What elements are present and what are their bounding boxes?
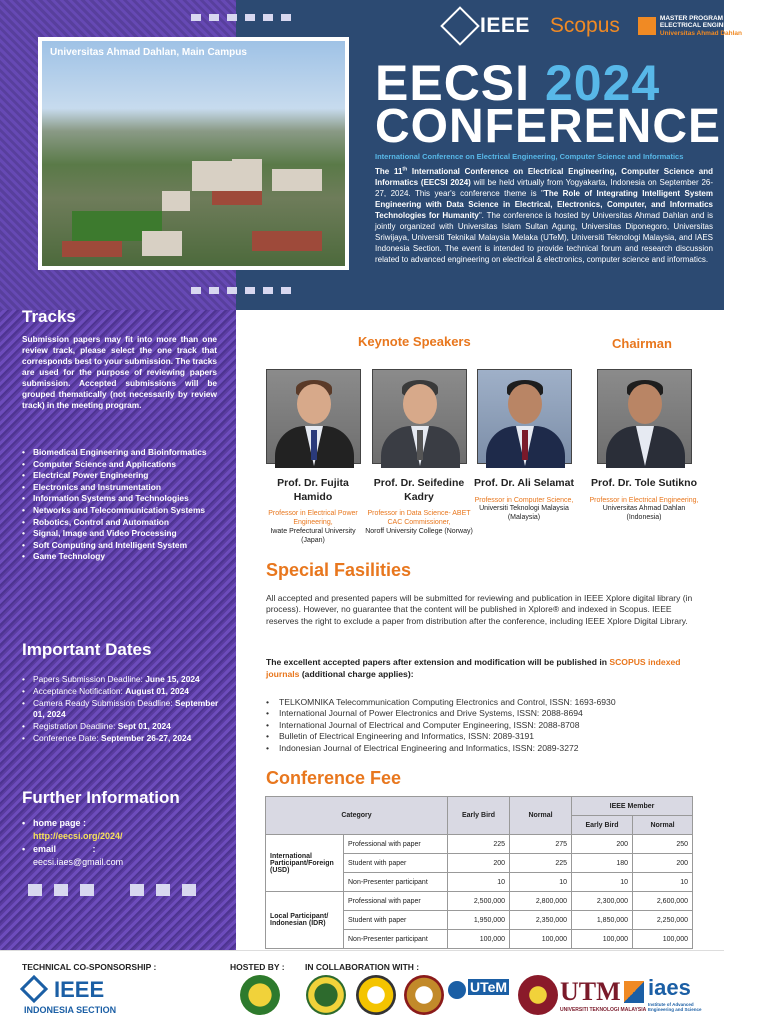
journal-item: • Indonesian Journal of Electrical Engineering and Informatics, ISSN: 2089-3272 xyxy=(266,743,716,754)
journal-item: • International Journal of Power Electronics and Drive Systems, ISSN: 2088-8694 xyxy=(266,708,716,719)
track-item: • Robotics, Control and Automation xyxy=(22,517,222,528)
header-banner xyxy=(0,0,749,310)
date-item: • Registration Deadline: Sept 01, 2024 xyxy=(22,721,232,732)
iaes-logo: iaes Institute of Advanced Engineering and Science xyxy=(624,977,714,1017)
tracks-heading: Tracks xyxy=(22,307,76,326)
decor-squares xyxy=(245,287,291,294)
iaes-mark-icon xyxy=(624,981,644,1003)
fee-table xyxy=(265,796,693,949)
speaker-card xyxy=(364,477,474,537)
keynote-heading: Keynote Speakers xyxy=(358,334,471,349)
hosted-label: HOSTED BY : xyxy=(230,962,285,972)
journal-item: • International Journal of Electrical and Computer Engineering, ISSN: 2088-8708 xyxy=(266,720,716,731)
ieee-logo: IEEE xyxy=(446,12,530,40)
speaker-photo xyxy=(372,369,467,464)
decor-squares xyxy=(130,884,196,896)
email-item: • email : eecsi.iaes@gmail.com xyxy=(22,843,232,869)
cosponsor-label: TECHNICAL CO-SPONSORSHIP : xyxy=(22,962,157,972)
track-item: • Game Technology xyxy=(22,551,222,562)
conference-subtitle: International Conference on Electrical Engineering, Computer Science and Informatics xyxy=(375,152,684,161)
decor-squares xyxy=(28,884,94,896)
chairman-card xyxy=(589,477,699,523)
table-row: International Participant/Foreign (USD) Professional with paper 225 275 200 250 xyxy=(266,835,693,854)
speaker-photo xyxy=(477,369,572,464)
speaker-card xyxy=(469,477,579,523)
collab-label: IN COLLABORATION WITH : xyxy=(305,962,420,972)
left-sidebar xyxy=(0,307,236,950)
facilities-heading: Special Fasilities xyxy=(266,560,412,580)
header-logos xyxy=(446,12,760,40)
facilities-text: All accepted and presented papers will be submitted for reviewing and publication in IEEE Xplore digital library (in process). However, no guarantee that the content will be published in Xplore® and indexed in Scopus. IEEE reserves the right to exclude a paper from distribution after the conference, including IEEE Xplore Digital Library. xyxy=(266,593,693,626)
speaker-role: Professor in Electrical Power Engineering, xyxy=(268,510,358,527)
unissula-seal-icon xyxy=(306,975,346,1015)
speaker-name: Prof. Dr. Ali Selamat xyxy=(474,477,574,489)
speaker-role: Professor in Computer Science, xyxy=(474,496,574,504)
tracks-intro: Submission papers may fit into more than one review track, please select the one track that corresponds best to your submission. The tracks are used for the purpose of reviewing papers submission. Accepted submissions will be grouped thematically (not necessarily by review track) in the meeting program. xyxy=(22,334,217,410)
conference-year: 2024 xyxy=(544,55,661,111)
chairman-photo xyxy=(597,369,692,464)
utem-logo: UTeM xyxy=(448,977,510,1011)
ieee-diamond-icon xyxy=(440,6,480,46)
scopus-logo: Scopus xyxy=(549,14,620,37)
uad-logo-icon xyxy=(638,17,656,35)
info-list xyxy=(22,817,232,869)
col-category: Category xyxy=(266,797,448,835)
track-list xyxy=(22,447,222,563)
track-item: • Soft Computing and Intelligent System xyxy=(22,540,222,551)
speaker-org: Universitas Ahmad Dahlan (Indonesia) xyxy=(602,505,686,522)
col-early-bird: Early Bird xyxy=(448,797,510,835)
col-member-normal: Normal xyxy=(633,816,693,835)
speaker-org: Iwate Prefectural University (Japan) xyxy=(270,527,356,544)
journal-item: • Bulletin of Electrical Engineering and Informatics, ISSN: 2089-3191 xyxy=(266,731,716,742)
speaker-name: Prof. Dr. Tole Sutikno xyxy=(591,477,697,489)
col-normal: Normal xyxy=(510,797,572,835)
date-item: • Camera Ready Submission Deadline: September 01, 2024 xyxy=(22,698,232,720)
master-program-logo: MASTER PROGRAM OF ELECTRICAL ENGINEERING Universitas Ahmad Dahlan xyxy=(638,15,760,36)
speaker-role: Professor in Data Science- ABET CAC Commissioner, xyxy=(367,510,471,527)
facilities-journals-note: The excellent accepted papers after extension and modification will be published in SCOPUS indexed journals (additional charge applies): xyxy=(266,657,681,679)
table-row: Student with paper 200 225 180 200 xyxy=(266,854,693,873)
table-row: Non-Presenter participant 100,000 100,000 100,000 100,000 xyxy=(266,930,693,949)
ieee-diamond-icon xyxy=(20,975,48,1003)
speaker-role: Professor in Electrical Engineering, xyxy=(589,496,699,504)
dates-list xyxy=(22,674,232,745)
decor-squares xyxy=(245,14,291,21)
col-ieee-member: IEEE Member xyxy=(572,797,693,816)
home-page-link[interactable]: http://eecsi.org/2024/ xyxy=(33,831,123,842)
campus-photo xyxy=(38,37,349,270)
photo-caption: Universitas Ahmad Dahlan, Main Campus xyxy=(50,47,247,58)
speaker-photo xyxy=(266,369,361,464)
journal-item: • TELKOMNIKA Telecommunication Computing Electronics and Control, ISSN: 1693-6930 xyxy=(266,697,716,708)
track-item: • Computer Science and Applications xyxy=(22,459,222,470)
group-label: Local Participant/ Indonesian (IDR) xyxy=(266,892,344,949)
date-item: • Acceptance Notification: August 01, 2024 xyxy=(22,686,232,697)
conference-title-line2: CONFERENCE xyxy=(375,100,722,153)
date-item: • Papers Submission Deadline: June 15, 2024 xyxy=(22,674,232,685)
decor-squares xyxy=(191,287,237,294)
track-item: • Networks and Telecommunication Systems xyxy=(22,505,222,516)
conference-intro: The 11th International Conference on Electrical Engineering, Computer Science and Informatics (EECSI 2024) will be held virtually from Yogyakarta, Indonesia on September 26-27, 2024. This year's conference theme is "The Role of Integrating Intelligent System Engineering with Data Science in Electrical, Electronics, Computer, and Informatics Technologies for Humanity". The conference is hosted by Universitas Ahmad Dahlan and is jointly organized with Universitas Islam Sultan Agung, Universitas Diponegoro, Universitas Sriwijaya, Universiti Teknikal Malaysia Melaka (UTeM), Universiti Teknologi Malaysia, and IAES Indonesia Section. The event is intended to provide technical forum and research discussion related to advanced engineering on electrical & electronics, computer science and informatics. xyxy=(375,166,714,265)
undip-seal-icon xyxy=(356,975,396,1015)
info-heading: Further Information xyxy=(22,788,180,807)
email-link[interactable]: eecsi.iaes@gmail.com xyxy=(33,857,124,868)
utm-crest-icon xyxy=(518,975,558,1015)
conference-title: EECSI 2024 xyxy=(375,55,661,111)
track-item: • Information Systems and Technologies xyxy=(22,493,222,504)
decor-squares xyxy=(191,14,237,21)
speaker-name: Prof. Dr. Fujita Hamido xyxy=(277,477,349,503)
track-item: • Signal, Image and Video Processing xyxy=(22,528,222,539)
footer-sponsors: TECHNICAL CO-SPONSORSHIP : HOSTED BY : IN COLLABORATION WITH : IEEE INDONESIA SECTION UTeM UTM UNIVERSITI TEKNOLOGI MALAYSIA iaes Institute of Advanced Engineering and Science xyxy=(0,950,724,1024)
date-item: • Conference Date: September 26-27, 2024 xyxy=(22,733,232,744)
table-row: Non-Presenter participant 10 10 10 10 xyxy=(266,873,693,892)
chairman-heading: Chairman xyxy=(612,336,672,351)
unsri-seal-icon xyxy=(404,975,444,1015)
table-row: Local Participant/ Indonesian (IDR) Professional with paper 2,500,000 2,800,000 2,300,000 2,600,000 xyxy=(266,892,693,911)
speaker-card xyxy=(258,477,368,545)
home-page-item: • home page : http://eecsi.org/2024/ xyxy=(22,817,232,843)
table-row: Student with paper 1,950,000 2,350,000 1,850,000 2,250,000 xyxy=(266,911,693,930)
dates-heading: Important Dates xyxy=(22,640,152,659)
track-item: • Biomedical Engineering and Bioinformatics xyxy=(22,447,222,458)
fee-heading: Conference Fee xyxy=(266,768,402,788)
speaker-org: Noroff University College (Norway) xyxy=(365,527,473,535)
utem-globe-icon xyxy=(448,981,466,999)
speaker-name: Prof. Dr. Seifedine Kadry xyxy=(373,477,465,503)
speaker-org: Universiti Teknologi Malaysia (Malaysia) xyxy=(479,505,569,522)
col-member-early: Early Bird xyxy=(572,816,633,835)
track-item: • Electronics and Instrumentation xyxy=(22,482,222,493)
journal-list xyxy=(266,697,716,754)
uad-seal-icon xyxy=(240,975,280,1015)
track-item: • Electrical Power Engineering xyxy=(22,470,222,481)
group-label: International Participant/Foreign (USD) xyxy=(266,835,344,892)
